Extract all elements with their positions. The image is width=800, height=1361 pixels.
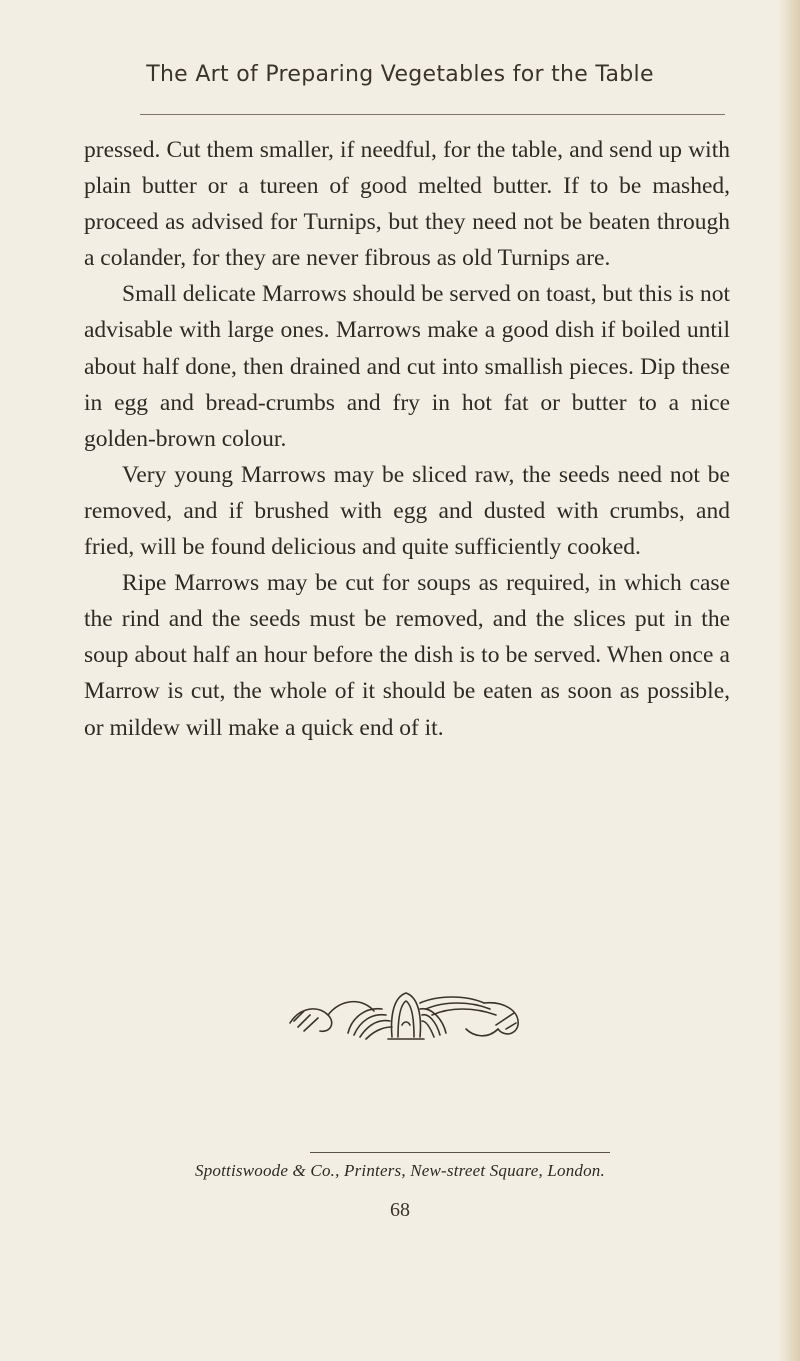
floral-tailpiece-icon [270, 985, 540, 1045]
paragraph-3: Very young Marrows may be sliced raw, the seeds need not be removed, and if brushed with egg and dusted with crumbs, and fried, will be found delicious and quite sufficiently cooked. [84, 461, 730, 561]
running-header: The Art of Preparing Vegetables for the Table [146, 62, 654, 87]
page-number: 68 [390, 1199, 410, 1221]
page-edge-shadow [778, 0, 800, 1361]
paragraph-1: pressed. Cut them smaller, if needful, for the table, and send up with plain butter or a tureen of good melted butter. If to be mashed, proceed as advised for Turnips, but they need not be beaten through a colander, for they are never fibrous as old Turnips are. [84, 137, 730, 272]
printer-colophon: Spottiswoode & Co., Printers, New-street Square, London. [195, 1161, 605, 1180]
paragraph-2: Small delicate Marrows should be served on toast, but this is not advisable with large ones. Marrows make a good dish if boiled until about half done, then drained and cut into smallish pieces. Dip these in egg and bread-crumbs and fry in hot fat or butter to a nice golden-brown colour. [84, 281, 730, 452]
paragraph-4: Ripe Marrows may be cut for soups as required, in which case the rind and the seeds must be removed, and the slices put in the soup about half an hour before the dish is to be served. When once a Marrow is cut, the whole of it should be eaten as soon as possible, or mildew will make a quick end of it. [84, 570, 730, 741]
colophon-rule [310, 1152, 610, 1153]
header-rule [140, 114, 725, 115]
body-text [84, 132, 730, 746]
